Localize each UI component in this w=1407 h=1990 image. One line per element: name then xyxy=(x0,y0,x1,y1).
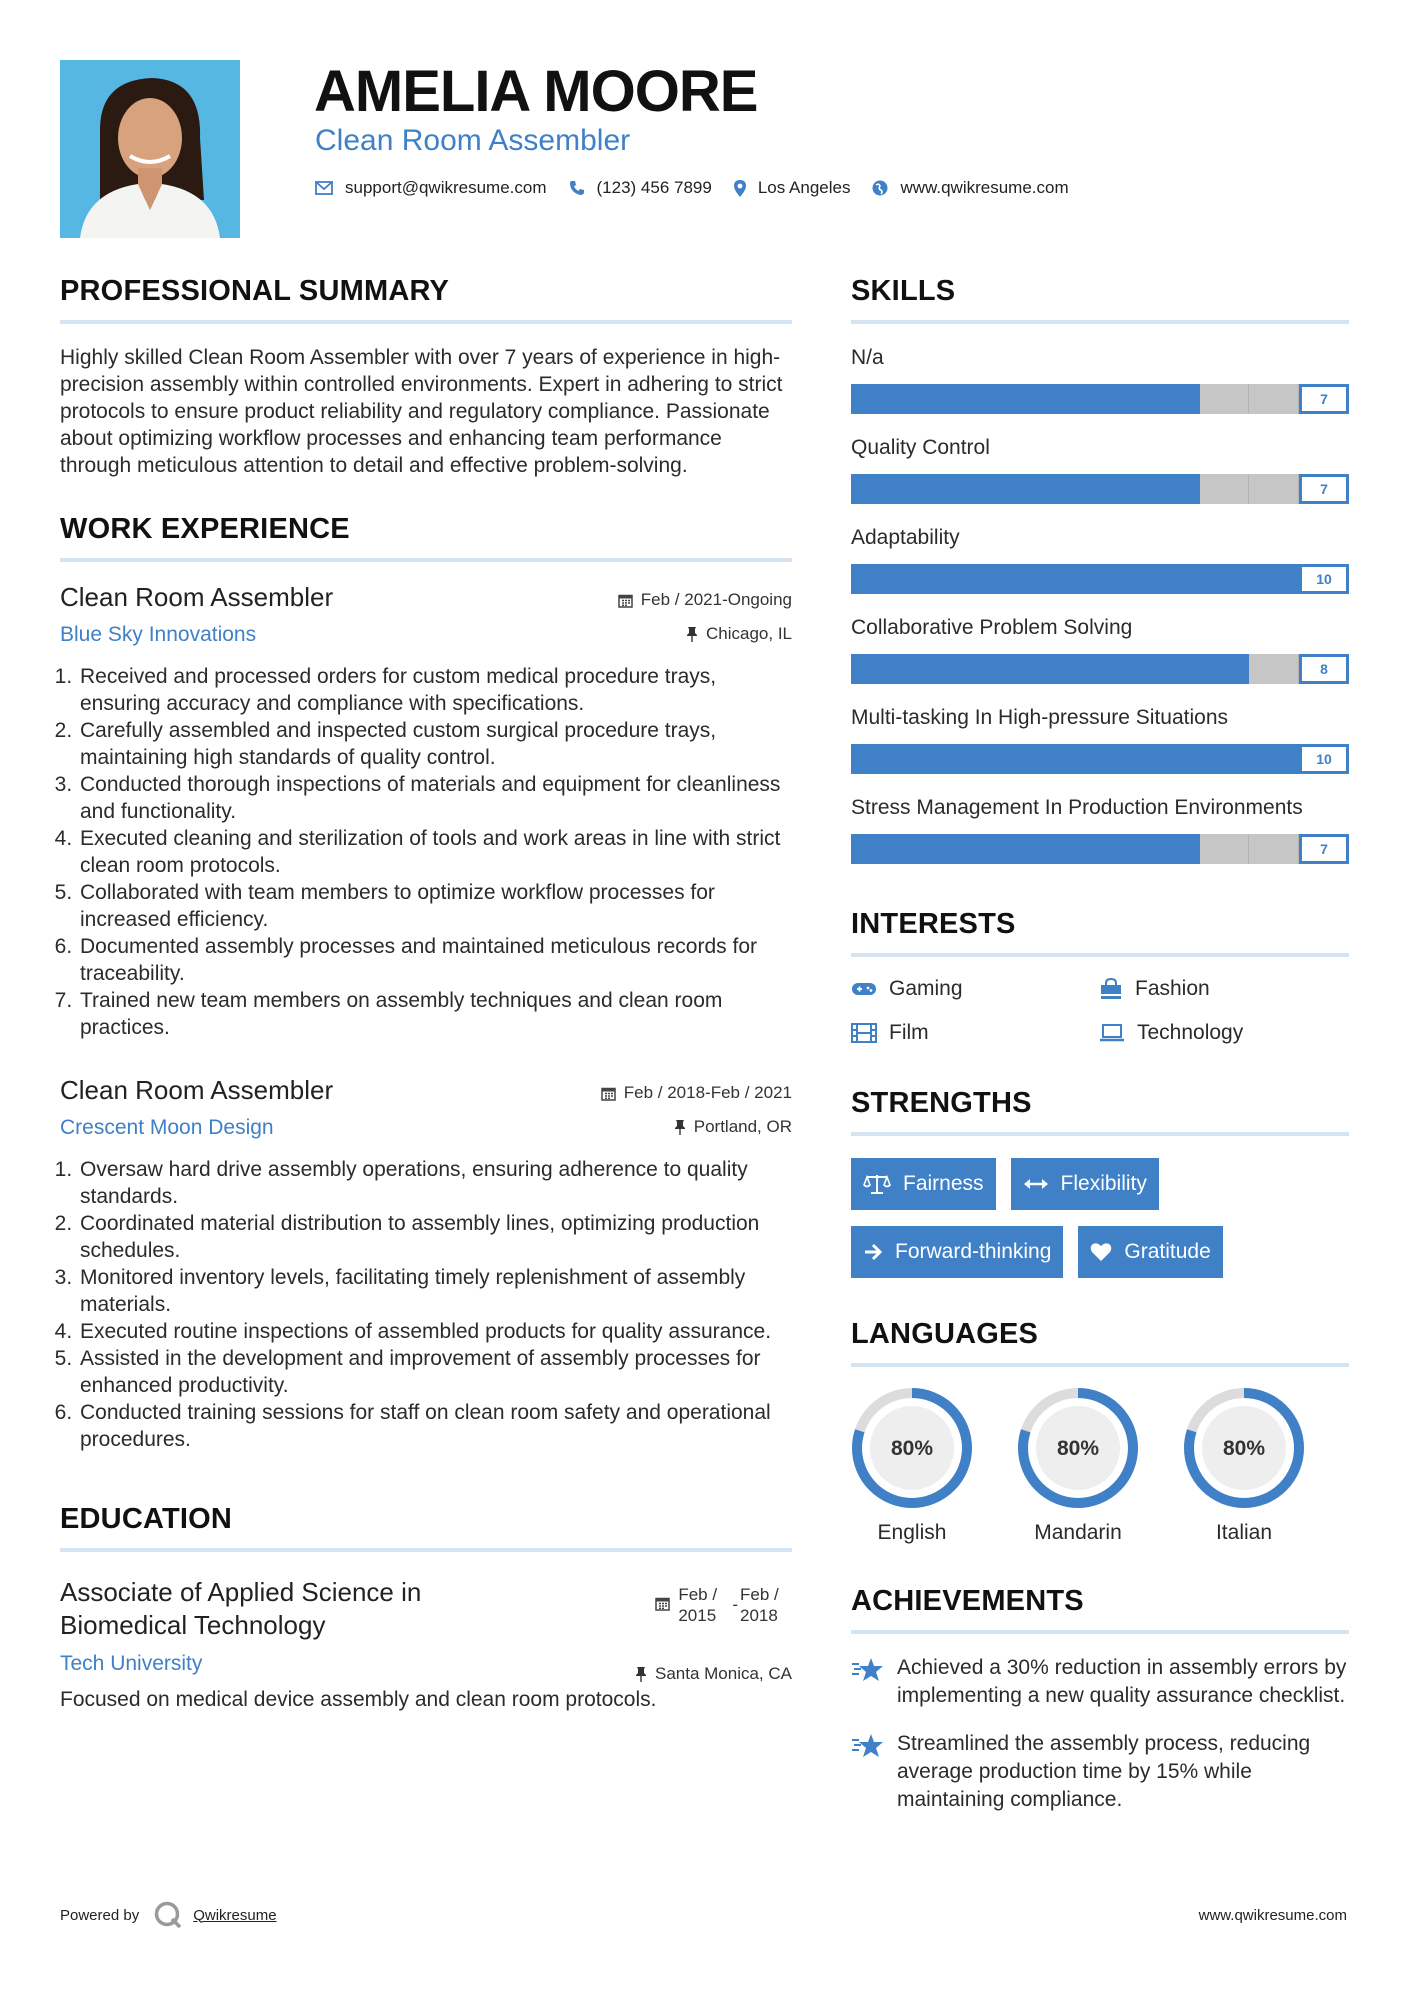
job-location-text: Portland, OR xyxy=(693,1117,792,1136)
skill-level-value: 10 xyxy=(1299,744,1349,774)
job-entry-company: Crescent Moon Design xyxy=(60,1116,274,1139)
brand-link[interactable]: Qwikresume xyxy=(193,1906,277,1924)
education-description: Focused on medical device assembly and clean room protocols. xyxy=(60,1688,657,1711)
skill-bar-fill xyxy=(851,834,1200,864)
pushpin-icon xyxy=(674,1119,686,1135)
interest-item xyxy=(1099,977,1347,1001)
list-item: 5. Assisted in the development and improvement of assembly processes for enhanced productivity. xyxy=(78,1345,792,1399)
strengths-list xyxy=(851,1158,1349,1294)
education-location-text: Santa Monica, CA xyxy=(654,1664,792,1683)
skill-bar xyxy=(851,744,1349,774)
profile-photo xyxy=(60,60,240,238)
section-heading-education: EDUCATION xyxy=(60,1503,792,1552)
skill-bar-fill xyxy=(851,384,1200,414)
map-marker-icon xyxy=(734,180,746,197)
education-degree: Associate of Applied Science in Biomedical Technology xyxy=(60,1577,422,1640)
skill-bar-fill xyxy=(851,474,1200,504)
website-text: www.qwikresume.com xyxy=(900,178,1069,197)
arrow-right-icon xyxy=(863,1243,883,1261)
language-donut xyxy=(1183,1387,1305,1509)
interest-item xyxy=(1099,1021,1347,1045)
skill-bar xyxy=(851,474,1349,504)
skill-bar-segment xyxy=(1249,474,1299,504)
skill-item xyxy=(851,344,1349,414)
qwikresume-logo-icon xyxy=(153,1900,183,1930)
education-entry xyxy=(60,1576,792,1712)
skill-bar-segment xyxy=(1200,474,1250,504)
language-name: English xyxy=(877,1521,947,1544)
skill-bar-segment xyxy=(1249,384,1299,414)
arrows-horizontal-icon xyxy=(1023,1177,1049,1191)
laptop-icon xyxy=(1099,1024,1125,1042)
email-text: support@qwikresume.com xyxy=(345,178,547,197)
section-heading-languages: LANGUAGES xyxy=(851,1318,1349,1367)
contact-phone[interactable] xyxy=(569,178,712,198)
pushpin-icon xyxy=(686,626,698,642)
strength-chip xyxy=(1078,1226,1222,1278)
section-heading-interests: INTERESTS xyxy=(851,908,1349,957)
phone-icon xyxy=(569,180,585,196)
list-item: 3. Monitored inventory levels, facilitating timely replenishment of assembly materials. xyxy=(78,1264,792,1318)
list-item: 4. Executed routine inspections of assembled products for quality assurance. xyxy=(78,1318,792,1345)
film-icon xyxy=(851,1023,877,1043)
location-text: Los Angeles xyxy=(757,178,851,197)
achievement-text: Achieved a 30% reduction in assembly errors by implementing a new quality assurance checklist. xyxy=(897,1656,1347,1707)
skill-name: Quality Control xyxy=(851,436,990,459)
education-date-separator: - xyxy=(732,1595,738,1614)
contact-email[interactable] xyxy=(315,178,547,198)
skill-bar xyxy=(851,564,1349,594)
pushpin-icon xyxy=(635,1666,647,1682)
section-heading-skills: SKILLS xyxy=(851,275,1349,324)
candidate-name: AMELIA MOORE xyxy=(314,59,758,124)
strength-label: Gratitude xyxy=(1124,1240,1211,1263)
achievement-item xyxy=(851,1654,1349,1710)
footer-website[interactable]: www.qwikresume.com xyxy=(1198,1907,1347,1924)
footer-powered-by xyxy=(60,1900,277,1930)
section-heading-summary: PROFESSIONAL SUMMARY xyxy=(60,275,792,324)
contact-bar xyxy=(315,178,1091,198)
phone-text: (123) 456 7899 xyxy=(596,178,712,197)
star-icon xyxy=(851,1656,885,1684)
powered-by-text: Powered by xyxy=(60,1906,140,1924)
languages-list xyxy=(851,1387,1349,1545)
gamepad-icon xyxy=(851,981,877,997)
job-duties-list xyxy=(60,663,792,1041)
strength-chip xyxy=(1011,1158,1159,1210)
calendar-icon xyxy=(618,593,633,608)
skill-bar xyxy=(851,654,1349,684)
calendar-icon xyxy=(601,1086,616,1101)
interest-label: Film xyxy=(889,1021,929,1044)
left-column xyxy=(60,275,792,1712)
skill-bar-fill xyxy=(851,564,1349,594)
job-entry-title: Clean Room Assembler xyxy=(60,1075,334,1105)
envelope-icon xyxy=(315,181,333,195)
achievement-item xyxy=(851,1730,1349,1814)
job-date-text: Feb / 2018-Feb / 2021 xyxy=(623,1083,792,1102)
skill-bar-fill xyxy=(851,654,1249,684)
language-donut xyxy=(1017,1387,1139,1509)
language-percent-label: 80% xyxy=(1056,1437,1100,1460)
shopping-bag-icon xyxy=(1099,978,1123,1000)
skill-item xyxy=(851,434,1349,504)
education-dates xyxy=(655,1584,792,1626)
section-heading-strengths: STRENGTHS xyxy=(851,1087,1349,1136)
list-item: 2. Coordinated material distribution to assembly lines, optimizing production schedules. xyxy=(78,1210,792,1264)
strength-label: Flexibility xyxy=(1060,1172,1147,1195)
skill-item xyxy=(851,614,1349,684)
list-item: 2. Carefully assembled and inspected custom surgical procedure trays, maintaining high standards of quality control. xyxy=(78,717,792,771)
list-item: 3. Conducted thorough inspections of materials and equipment for cleanliness and functionality. xyxy=(78,771,792,825)
contact-website[interactable] xyxy=(872,178,1068,198)
interest-item xyxy=(851,977,1099,1001)
list-item: 6. Conducted training sessions for staff on clean room safety and operational procedures. xyxy=(78,1399,792,1453)
education-end-date: Feb / 2018 xyxy=(740,1585,779,1625)
skill-item xyxy=(851,794,1349,864)
strength-chip xyxy=(851,1158,996,1210)
skill-bar-fill xyxy=(851,744,1349,774)
list-item: 1. Oversaw hard drive assembly operations, ensuring adherence to quality standards. xyxy=(78,1156,792,1210)
language-item xyxy=(851,1387,973,1545)
language-donut xyxy=(851,1387,973,1509)
summary-text: Highly skilled Clean Room Assembler with over 7 years of experience in high-precision assembly within controlled environments. Expert in adhering to strict protocols to ensure product reliability and regulatory compliance. Passionate about optimizing workflow processes and enhancing team performance through meticulous attention to detail and effective problem-solving. xyxy=(60,346,783,477)
section-heading-experience: WORK EXPERIENCE xyxy=(60,513,792,562)
interest-label: Technology xyxy=(1137,1021,1244,1044)
list-item: 5. Collaborated with team members to optimize workflow processes for increased efficiency. xyxy=(78,879,792,933)
language-item xyxy=(1017,1387,1139,1545)
skill-item xyxy=(851,704,1349,774)
list-item: 4. Executed cleaning and sterilization of tools and work areas in line with strict clean room protocols. xyxy=(78,825,792,879)
skill-level-value: 7 xyxy=(1299,474,1349,504)
language-name: Mandarin xyxy=(1034,1521,1122,1544)
list-item: 1. Received and processed orders for custom medical procedure trays, ensuring accuracy and compliance with specifications. xyxy=(78,663,792,717)
star-icon xyxy=(851,1732,885,1760)
job-date-text: Feb / 2021-Ongoing xyxy=(640,590,792,609)
skill-bar-segment xyxy=(1249,834,1299,864)
skill-bar-segment xyxy=(1249,654,1299,684)
skill-level-value: 7 xyxy=(1299,834,1349,864)
strength-label: Fairness xyxy=(903,1172,984,1195)
interest-label: Fashion xyxy=(1135,977,1210,1000)
education-location xyxy=(635,1664,792,1684)
skill-level-value: 10 xyxy=(1299,564,1349,594)
skill-name: Adaptability xyxy=(851,526,960,549)
skill-bar xyxy=(851,384,1349,414)
strength-label: Forward-thinking xyxy=(895,1240,1052,1263)
list-item: 7. Trained new team members on assembly techniques and clean room practices. xyxy=(78,987,792,1041)
job-location-text: Chicago, IL xyxy=(706,624,792,643)
job-entry xyxy=(60,1075,792,1453)
skill-level-value: 8 xyxy=(1299,654,1349,684)
job-entry-location xyxy=(686,624,792,644)
education-start-date: Feb / 2015 xyxy=(678,1585,718,1625)
skill-name: Collaborative Problem Solving xyxy=(851,616,1133,639)
skill-level-value: 7 xyxy=(1299,384,1349,414)
job-entry xyxy=(60,582,792,1041)
strength-chip xyxy=(851,1226,1063,1278)
language-item xyxy=(1183,1387,1305,1545)
language-percent-label: 80% xyxy=(890,1437,934,1460)
job-entry-company: Blue Sky Innovations xyxy=(60,623,257,646)
calendar-icon xyxy=(655,1596,670,1611)
skill-name: Multi-tasking In High-pressure Situations xyxy=(851,706,1228,729)
achievement-text: Streamlined the assembly process, reducing average production time by 15% while maintaining compliance. xyxy=(897,1732,1311,1811)
globe-icon xyxy=(872,180,888,196)
interest-label: Gaming xyxy=(889,977,963,1000)
skill-name: N/a xyxy=(851,346,884,369)
job-entry-date xyxy=(601,1083,792,1103)
skills-list xyxy=(851,344,1349,864)
skill-bar xyxy=(851,834,1349,864)
list-item: 6. Documented assembly processes and maintained meticulous records for traceability. xyxy=(78,933,792,987)
heart-icon xyxy=(1090,1242,1112,1262)
job-entry-date xyxy=(618,590,792,610)
job-entry-location xyxy=(674,1117,792,1137)
job-entry-title: Clean Room Assembler xyxy=(60,582,334,612)
contact-location xyxy=(734,178,851,198)
interest-item xyxy=(851,1021,1099,1045)
job-title: Clean Room Assembler xyxy=(315,124,631,157)
skill-name: Stress Management In Production Environments xyxy=(851,796,1303,819)
skill-bar-segment xyxy=(1200,834,1250,864)
language-percent-label: 80% xyxy=(1222,1437,1266,1460)
job-duties-list xyxy=(60,1156,792,1453)
skill-item xyxy=(851,524,1349,594)
balance-scale-icon xyxy=(863,1173,891,1195)
skill-bar-segment xyxy=(1200,384,1250,414)
language-name: Italian xyxy=(1215,1521,1273,1544)
section-heading-achievements: ACHIEVEMENTS xyxy=(851,1585,1349,1634)
right-column xyxy=(851,275,1349,1814)
education-school: Tech University xyxy=(60,1652,203,1675)
interests-list xyxy=(851,977,1349,1045)
